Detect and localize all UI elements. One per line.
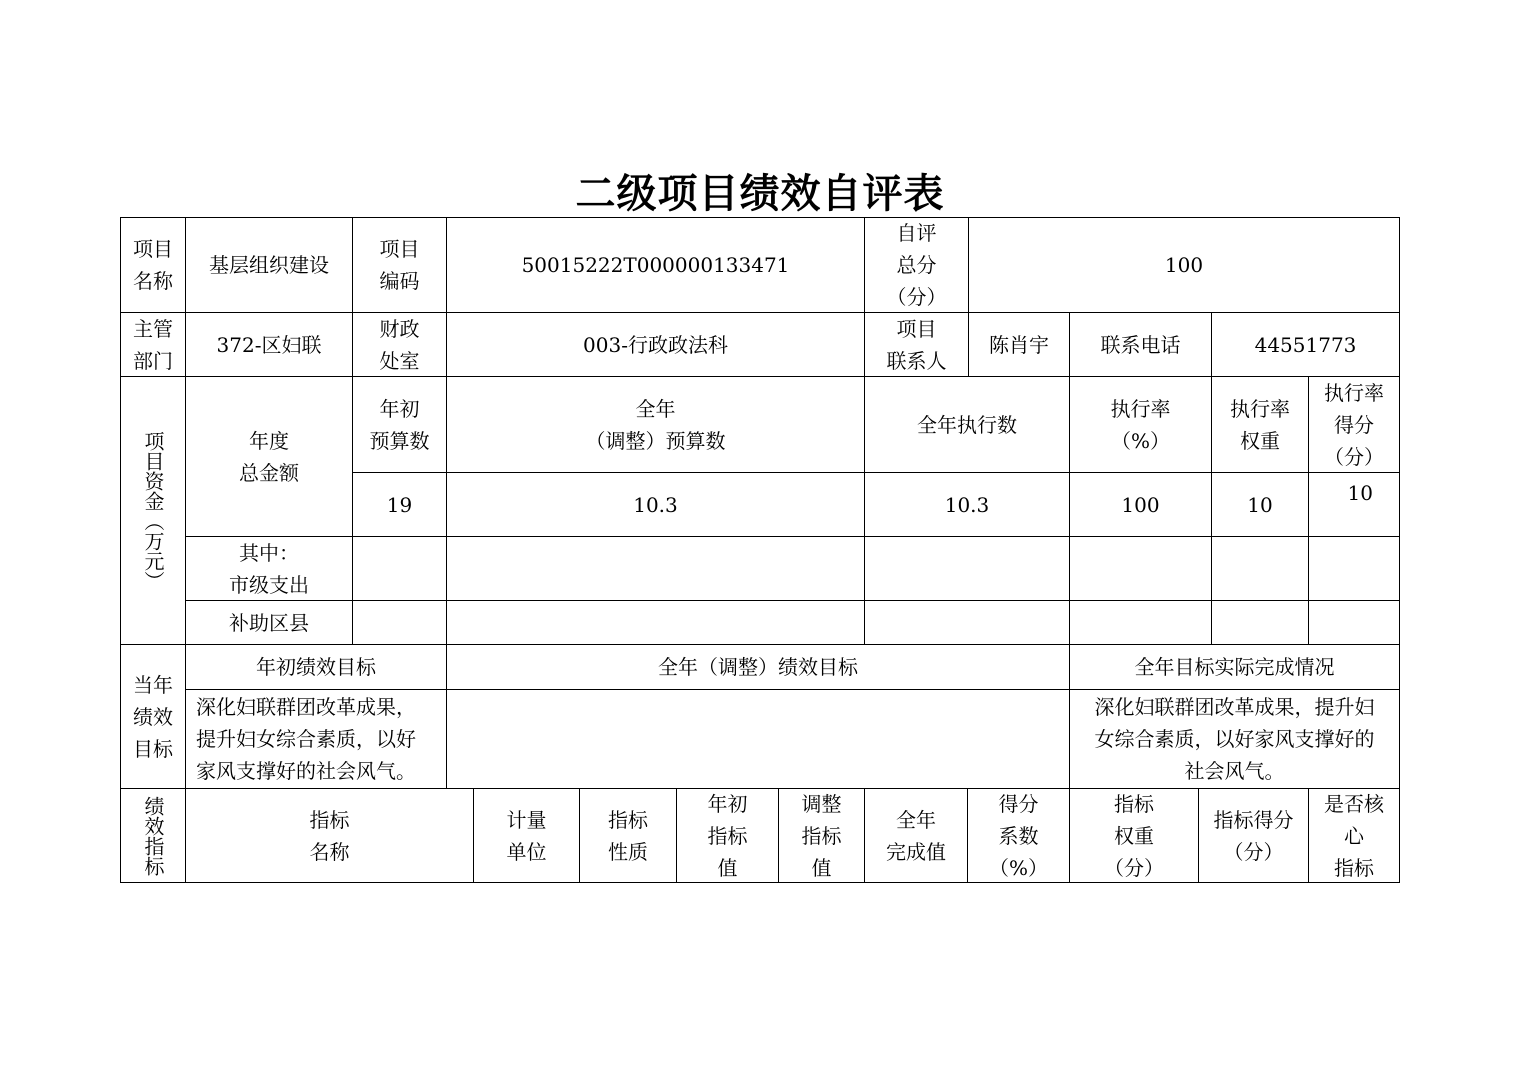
empty-cell [1308, 536, 1400, 601]
empty-cell [352, 600, 447, 645]
project-name-label: 项目 名称 [120, 217, 186, 313]
empty-cell [1069, 536, 1212, 601]
initial-budget-header: 年初 预算数 [352, 376, 447, 473]
exec-rate-value: 100 [1069, 472, 1212, 537]
page-title: 二级项目绩效自评表 [575, 171, 945, 217]
contact-value: 陈肖宇 [968, 312, 1070, 377]
adjusted-value-header: 调整 指标 值 [778, 788, 865, 883]
empty-cell [446, 536, 865, 601]
goal-actual-header: 全年目标实际完成情况 [1069, 644, 1400, 690]
adjusted-budget-header: 全年 （调整）预算数 [446, 376, 865, 473]
self-score-label: 自评 总分 （分） [864, 217, 969, 313]
empty-cell [352, 536, 447, 601]
exec-score-header: 执行率 得分 （分） [1308, 376, 1400, 473]
goal-initial-header: 年初绩效目标 [185, 644, 447, 690]
contact-label: 项目 联系人 [864, 312, 969, 377]
executed-header: 全年执行数 [864, 376, 1070, 473]
score-coef-header: 得分 系数 （%） [967, 788, 1070, 883]
dept-label: 主管 部门 [120, 312, 186, 377]
empty-cell [1211, 536, 1309, 601]
city-expense-label: 其中： 市级支出 [185, 536, 353, 601]
project-code-label: 项目 编码 [352, 217, 447, 313]
annual-total-label: 年度 总金额 [185, 376, 353, 537]
exec-rate-header: 执行率 （%） [1069, 376, 1212, 473]
finance-value: 003-行政政法科 [446, 312, 865, 377]
initial-budget-value: 19 [352, 472, 447, 537]
goal-initial-text: 深化妇联群团改革成果， 提升妇女综合素质，以好 家风支撑好的社会风气。 [185, 689, 447, 789]
indicator-score-header: 指标得分 （分） [1198, 788, 1309, 883]
core-indicator-header: 是否核 心 指标 [1308, 788, 1400, 883]
initial-value-header: 年初 指标 值 [676, 788, 779, 883]
exec-weight-value: 10 [1211, 472, 1309, 537]
completed-value-header: 全年 完成值 [864, 788, 968, 883]
empty-cell [1308, 600, 1400, 645]
goal-actual-text: 深化妇联群团改革成果，提升妇 女综合素质，以好家风支撑好的 社会风气。 [1069, 689, 1400, 789]
empty-cell [864, 536, 1070, 601]
phone-label: 联系电话 [1069, 312, 1212, 377]
indicator-weight-header: 指标 权重 （分） [1069, 788, 1199, 883]
goal-label: 当年 绩效 目标 [120, 644, 186, 789]
empty-cell [864, 600, 1070, 645]
goal-adjusted-header: 全年（调整）绩效目标 [446, 644, 1070, 690]
exec-weight-header: 执行率 权重 [1211, 376, 1309, 473]
phone-value: 44551773 [1211, 312, 1400, 377]
indicator-name-header: 指标 名称 [185, 788, 474, 883]
finance-label: 财政 处室 [352, 312, 447, 377]
dept-value: 372-区妇联 [185, 312, 353, 377]
goal-adjusted-text [446, 689, 1070, 789]
project-name-value: 基层组织建设 [185, 217, 353, 313]
adjusted-budget-value: 10.3 [446, 472, 865, 537]
empty-cell [1069, 600, 1212, 645]
empty-cell [446, 600, 865, 645]
project-code-value: 50015222T000000133471 [446, 217, 865, 313]
funds-label: 项目资金（万元） [120, 376, 186, 645]
nature-header: 指标 性质 [579, 788, 677, 883]
executed-value: 10.3 [864, 472, 1070, 537]
empty-cell [1211, 600, 1309, 645]
unit-header: 计量 单位 [473, 788, 580, 883]
county-subsidy-label: 补助区县 [185, 600, 353, 645]
indicator-label: 绩效指标 [120, 788, 186, 883]
exec-score-value: 10 [1308, 472, 1400, 537]
self-score-value: 100 [968, 217, 1400, 313]
